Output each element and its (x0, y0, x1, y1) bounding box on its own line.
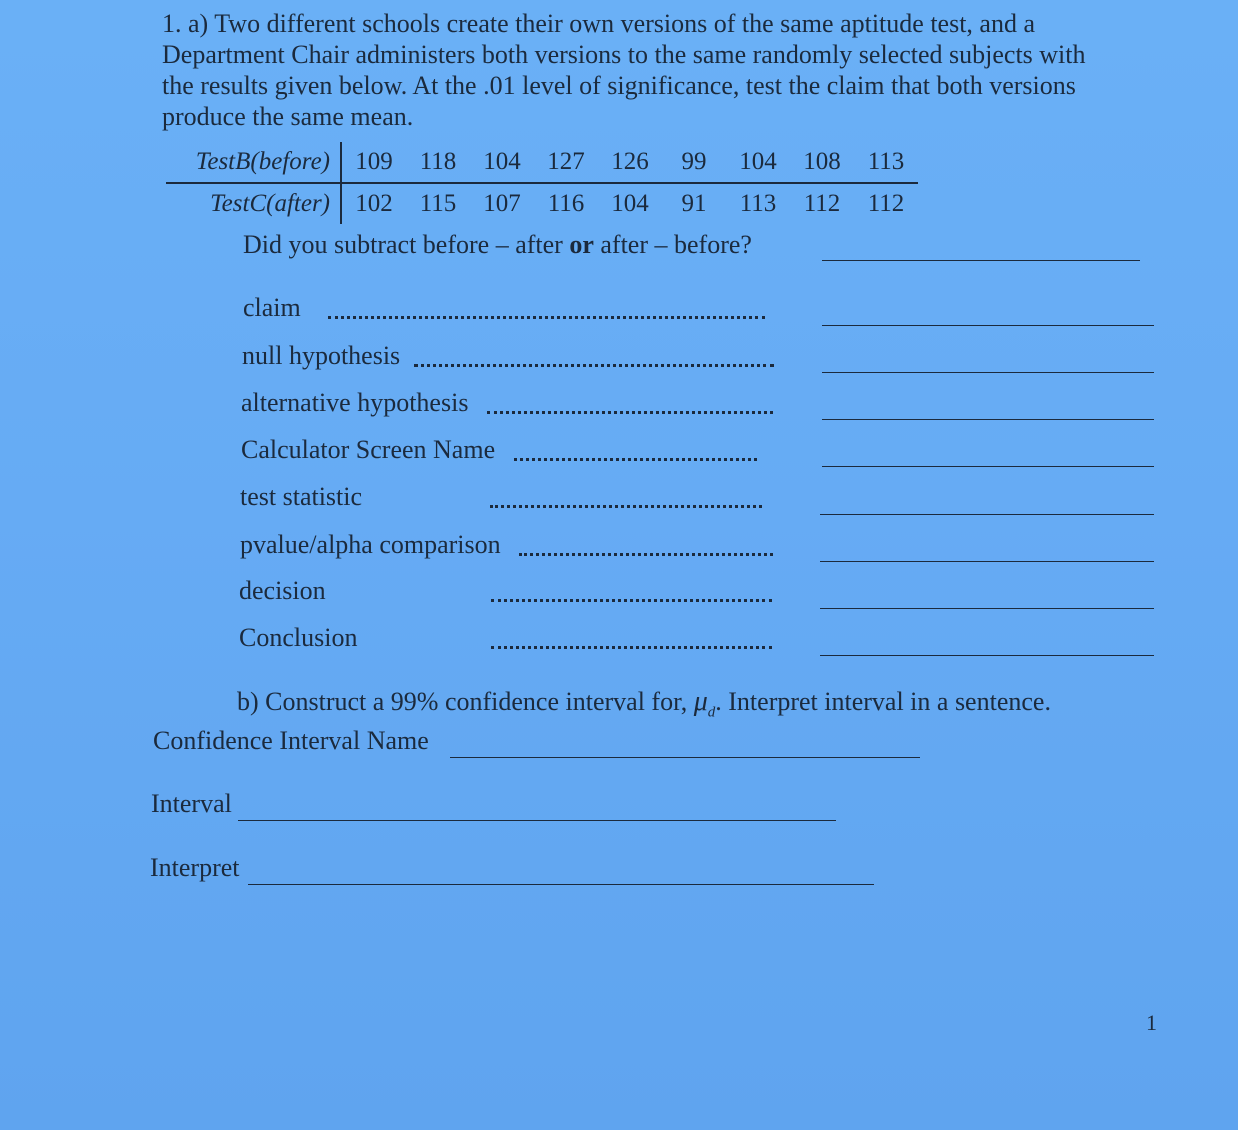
row-label-testc: TestC(after) (166, 183, 341, 224)
row-label-testb: TestB(before) (166, 142, 341, 183)
ci-name-answer-line[interactable] (450, 757, 920, 758)
calculator-screen-name-label: Calculator Screen Name (241, 435, 496, 464)
testb-value: 104 (726, 142, 790, 183)
testc-value: 107 (483, 190, 521, 217)
test-statistic-answer-line[interactable] (820, 514, 1154, 515)
problem-statement (162, 8, 1162, 132)
ci-name-label: Confidence Interval Name (153, 726, 429, 755)
interval-label: Interval (151, 789, 232, 818)
intro-line-2: Department Chair administers both versions to the same randomly selected subjects with (162, 40, 1086, 69)
alternative-hypothesis-label: alternative hypothesis (241, 388, 469, 417)
decision-label: decision (239, 576, 326, 605)
null-hypothesis-label: null hypothesis (242, 341, 401, 370)
testb-value: 113 (854, 142, 918, 183)
testb-value: 126 (598, 142, 662, 183)
alternative-hypothesis-leader-dots (487, 411, 773, 414)
claim-leader-dots (328, 316, 765, 319)
testc-value: 116 (547, 190, 585, 217)
testc-value: 102 (355, 190, 393, 217)
testc-value: 91 (681, 190, 707, 217)
claim-label: claim (243, 293, 301, 322)
testc-value: 113 (739, 190, 777, 217)
alternative-hypothesis-answer-line[interactable] (822, 419, 1154, 420)
interval-answer-line[interactable] (238, 820, 836, 821)
interpret-label: Interpret (150, 853, 240, 882)
testb-value: 118 (406, 142, 470, 183)
testc-value: 112 (803, 190, 841, 217)
table-row-testc (166, 183, 918, 224)
testb-value: 127 (534, 142, 598, 183)
conclusion-label: Conclusion (239, 623, 358, 652)
conclusion-answer-line[interactable] (820, 655, 1154, 656)
testb-value: 109 (341, 142, 406, 183)
subtract-direction-question (243, 230, 752, 260)
calculator-screen-name-leader-dots (514, 458, 757, 461)
mu-d-symbol (693, 686, 716, 721)
null-hypothesis-answer-line[interactable] (822, 372, 1154, 373)
null-hypothesis-leader-dots (414, 364, 774, 367)
decision-leader-dots (491, 599, 772, 602)
calculator-screen-name-answer-line[interactable] (822, 466, 1154, 467)
page-number: 1 (1146, 1010, 1157, 1035)
pvalue-alpha-comparison-label: pvalue/alpha comparison (240, 530, 501, 559)
test-statistic-leader-dots (490, 505, 762, 508)
test-statistic-label: test statistic (240, 482, 363, 511)
table-row-testb (166, 142, 918, 183)
part-b-prefix: b) Construct a 99% confidence interval for, (237, 687, 688, 716)
subtract-q-or: or (569, 230, 594, 259)
part-b-prompt (237, 686, 1051, 722)
testc-value: 104 (611, 190, 649, 217)
testc-value: 115 (419, 190, 457, 217)
conclusion-leader-dots (491, 646, 772, 649)
intro-line-3: the results given below. At the .01 level of significance, test the claim that both versions (162, 71, 1076, 100)
test-scores-table (166, 142, 918, 224)
mu-subscript: d (707, 704, 716, 721)
decision-answer-line[interactable] (820, 608, 1154, 609)
claim-answer-line[interactable] (822, 325, 1154, 326)
subtract-answer-line[interactable] (822, 260, 1140, 261)
pvalue-alpha-comparison-answer-line[interactable] (820, 561, 1154, 562)
intro-line-4: produce the same mean. (162, 102, 414, 131)
part-b-suffix: . Interpret interval in a sentence. (715, 687, 1051, 716)
intro-line-1: 1. a) Two different schools create their own versions of the same aptitude test, and a (162, 9, 1036, 38)
subtract-q-part1: Did you subtract before – after (243, 230, 570, 259)
testb-value: 108 (790, 142, 854, 183)
testb-value: 99 (662, 142, 726, 183)
subtract-q-part2: after – before? (593, 230, 752, 259)
testb-value: 104 (470, 142, 534, 183)
pvalue-alpha-comparison-leader-dots (519, 553, 773, 556)
testc-value: 112 (867, 190, 905, 217)
interpret-answer-line[interactable] (248, 884, 874, 885)
mu-letter: μ (693, 686, 708, 717)
